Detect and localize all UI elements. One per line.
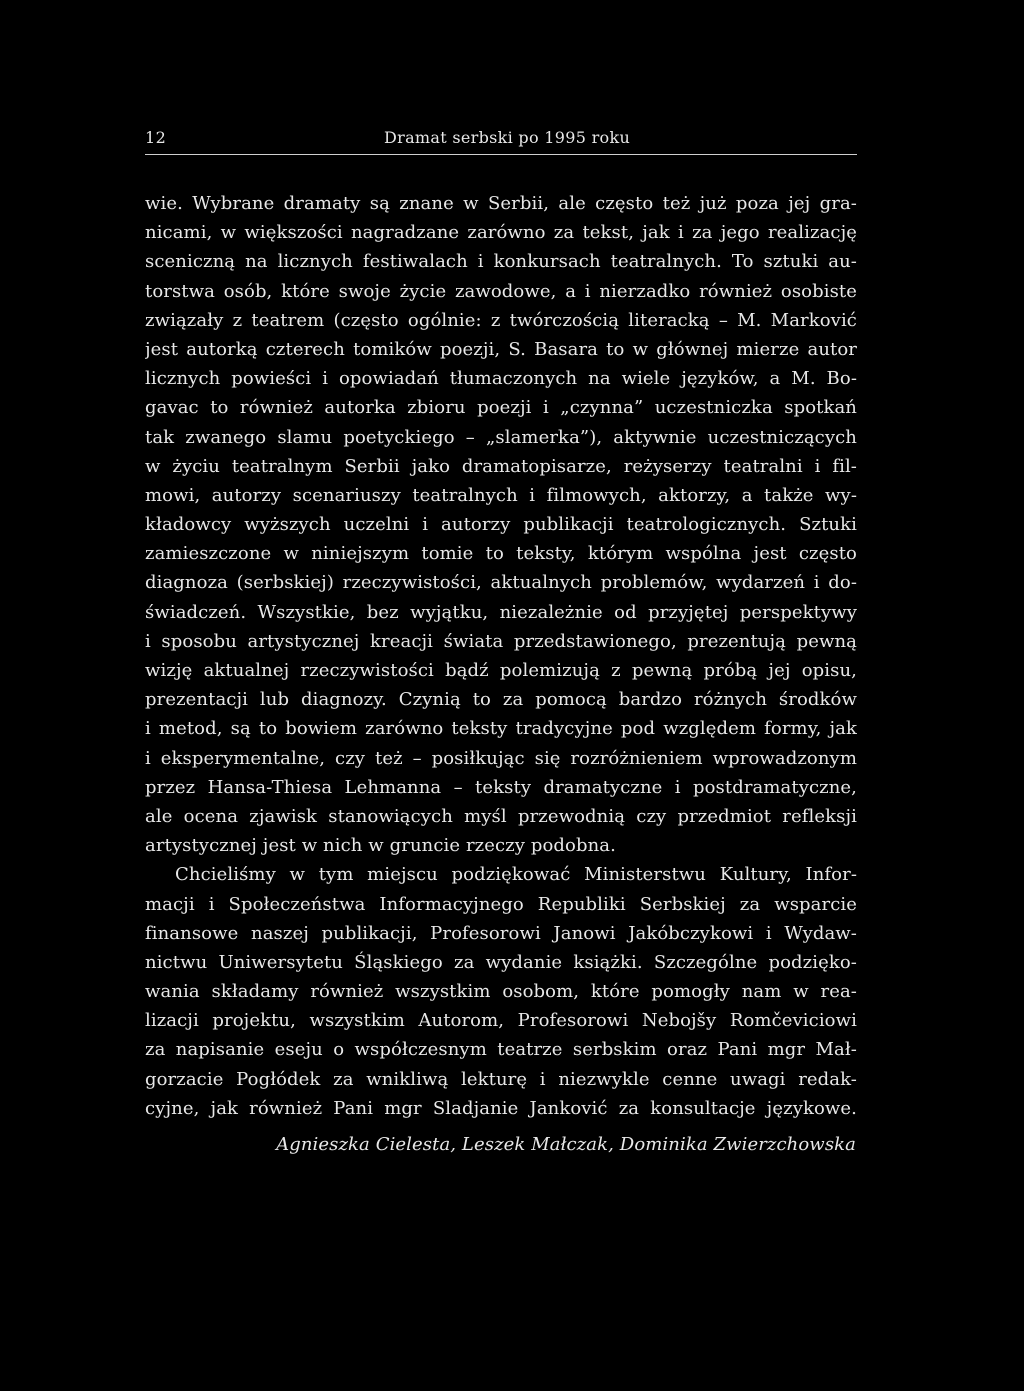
text-line: finansowe naszej publikacji, Profesorowi Janowi Jakóbczykowi i Wydaw- <box>145 922 857 944</box>
text-line: związały z teatrem (często ogólnie: z twórczością literacką – M. Marković <box>145 309 857 331</box>
page-number: 12 <box>145 128 167 147</box>
text-line: tak zwanego slamu poetyckiego – „slamerka”), aktywnie uczestniczących <box>145 426 857 448</box>
text-line: zamieszczone w niniejszym tomie to teksty, którym wspólna jest często <box>145 543 857 565</box>
text-line: wie. Wybrane dramaty są znane w Serbii, ale często też już poza jej gra- <box>145 193 857 214</box>
text-line: lizacji projektu, wszystkim Autorom, Profesorowi Nebojšy Romčeviciowi <box>145 1010 857 1032</box>
text-line: ale ocena zjawisk stanowiących myśl przewodnią czy przedmiot refleksji <box>145 805 857 827</box>
text-line: wania składamy również wszystkim osobom, które pomogły nam w rea- <box>145 981 857 1003</box>
text-line: kładowcy wyższych uczelni i autorzy publikacji teatrologicznych. Sztuki <box>145 514 857 536</box>
text-line: Chcieliśmy w tym miejscu podziękować Ministerstwu Kultury, Infor- <box>175 864 857 886</box>
text-line: torstwa osób, które swoje życie zawodowe, a i nierzadko również osobiste <box>145 280 857 302</box>
text-line: i sposobu artystycznej kreacji świata przedstawionego, prezentują pewną <box>145 630 857 652</box>
text-line: cyjne, jak również Pani mgr Sladjanie Janković za konsultacje językowe. <box>145 1097 857 1119</box>
text-line: macji i Społeczeństwa Informacyjnego Republiki Serbskiej za wsparcie <box>145 893 857 915</box>
running-header <box>145 128 857 155</box>
text-line: w życiu teatralnym Serbii jako dramatopisarze, reżyserzy teatralni i fil- <box>145 455 857 477</box>
text-line: diagnoza (serbskiej) rzeczywistości, aktualnych problemów, wydarzeń i do- <box>145 572 857 594</box>
text-line: jest autorką czterech tomików poezji, S. Basara to w głównej mierze autor <box>145 338 857 360</box>
authors-signature: Agnieszka Cielesta, Leszek Małczak, Dominika Zwierzchowska <box>276 1134 856 1155</box>
text-line: licznych powieści i opowiadań tłumaczonych na wiele języków, a M. Bo- <box>145 368 857 390</box>
text-line: świadczeń. Wszystkie, bez wyjątku, niezależnie od przyjętej perspektywy <box>145 601 857 623</box>
text-line: gorzacie Pogłódek za wnikliwą lekturę i niezwykle cenne uwagi redak- <box>145 1068 857 1090</box>
text-line: wizję aktualnej rzeczywistości bądź polemizują z pewną próbą jej opisu, <box>145 660 857 681</box>
text-line: przez Hansa-Thiesa Lehmanna – teksty dramatyczne i postdramatyczne, <box>145 776 857 798</box>
text-line: i eksperymentalne, czy też – posiłkując się rozróżnieniem wprowadzonym <box>145 747 857 769</box>
running-title: Dramat serbski po 1995 roku <box>384 128 631 147</box>
text-line: nicami, w większości nagradzane zarówno za tekst, jak i za jego realizację <box>145 222 857 244</box>
text-line: za napisanie eseju o współczesnym teatrze serbskim oraz Pani mgr Mał- <box>145 1039 857 1061</box>
text-line: prezentacji lub diagnozy. Czynią to za pomocą bardzo różnych środków <box>145 689 857 711</box>
body-text <box>145 189 857 1123</box>
text-line: gavac to również autorka zbioru poezji i „czynna” uczestniczka spotkań <box>145 397 857 419</box>
text-line: sceniczną na licznych festiwalach i konkursach teatralnych. To sztuki au- <box>145 251 857 273</box>
text-line: nictwu Uniwersytetu Śląskiego za wydanie książki. Szczególne podzięko- <box>145 951 857 973</box>
text-line: artystycznej jest w nich w gruncie rzeczy podobna. <box>145 835 616 857</box>
text-line: i metod, są to bowiem zarówno teksty tradycyjne pod względem formy, jak <box>145 718 857 740</box>
text-line: mowi, autorzy scenariuszy teatralnych i filmowych, aktorzy, a także wy- <box>145 484 857 506</box>
